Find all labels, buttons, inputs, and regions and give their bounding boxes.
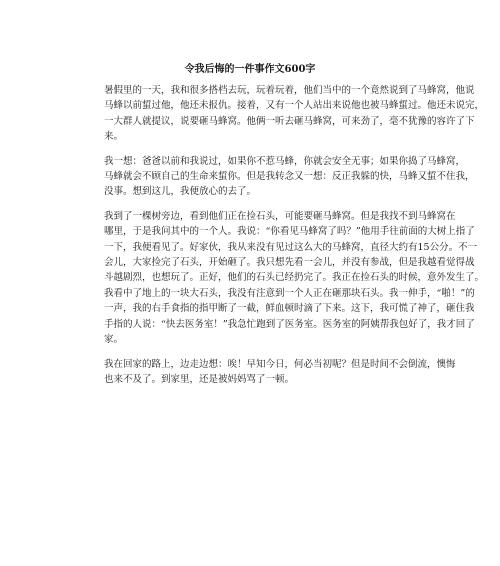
text-line: 来。 bbox=[104, 131, 124, 143]
text-line: 斗越剧烈，也想玩了。正好，他们的石头已经扔完了。我正在捡石头的时候，意外发生了。 bbox=[104, 272, 485, 284]
text-line: 会儿，大家捡完了石头，开始砸了。我只想先看一会儿，并没有参战，但是我越看觉得战 bbox=[104, 257, 475, 269]
text-line: 我在回家的路上，边走边想：唉！早知今日，何必当初呢？但是时间不会倒流，懊悔 bbox=[104, 358, 456, 370]
text-line: 一大群人就提议，说要砸马蜂窝。他俩一听去砸马蜂窝，可来劲了，毫不犹豫的容许了下 bbox=[104, 115, 475, 127]
text-line: 马蜂就会不顾自己的生命来蜇你。但是我转念又一想：反正我躲的快，马蜂又蜇不住我， bbox=[104, 171, 475, 183]
document-title: 令我后悔的一件事作文600字 bbox=[184, 64, 316, 75]
paragraph bbox=[104, 83, 485, 145]
text-line: 没事。想到这儿，我便放心的去了。 bbox=[104, 186, 257, 198]
text-line: 一下，我便看见了。好家伙，我从来没有见过这么大的马蜂窝，直径大约有15公分。不一 bbox=[104, 241, 478, 253]
paragraph bbox=[104, 357, 456, 388]
text-line: 我一想：爸爸以前和我说过，如果你不惹马蜂，你就会安全无事；如果你捣了马蜂窝， bbox=[104, 155, 466, 167]
text-line: 一声，我的右手食指的指甲断了一截，鲜血顿时滴了下来。这下，我可慌了神了，砸住我 bbox=[104, 303, 475, 315]
text-line: 家。 bbox=[104, 334, 124, 346]
text-line: 暑假里的一天，我和很多搭档去玩，玩着玩着，他们当中的一个竟然说到了马蜂窝，他说 bbox=[104, 85, 475, 96]
text-line: 马蜂以前蜇过他，他还未报仇。接着，又有一个人站出来说他也被马蜂蜇过。他还未说完， bbox=[104, 100, 485, 112]
document-body bbox=[104, 83, 485, 387]
text-line: 我看中了地上的一块大石头，我没有注意到一个人正在砸那块石头。我一伸手，“啪！”的 bbox=[104, 287, 475, 299]
paragraph bbox=[104, 209, 485, 348]
text-line: 哪里，于是我问其中的一个人。我说：“你看见马蜂窝了吗？”他用手往前面的大树上指了 bbox=[104, 226, 475, 238]
text-line: 手指的人说：“快去医务室！”我急忙跑到了医务室。医务室的阿姨帮我包好了，我才回了 bbox=[104, 318, 475, 330]
text-line: 我到了一棵树旁边，看到他们正在捡石头，可能要砸马蜂窝。但是我找不到马蜂窝在 bbox=[104, 210, 456, 222]
text-line: 也来不及了。到家里，还是被妈妈骂了一顿。 bbox=[104, 373, 295, 385]
paragraph bbox=[104, 154, 475, 200]
